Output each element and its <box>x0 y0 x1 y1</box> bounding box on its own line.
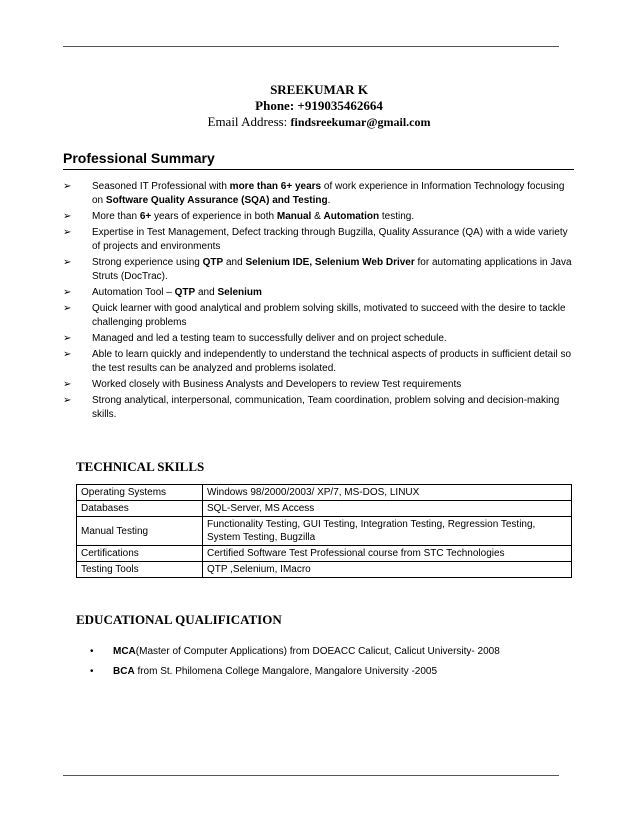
summary-item-text: and <box>195 287 218 298</box>
summary-item-text: Seasoned IT Professional with <box>92 181 230 192</box>
summary-item-emphasis: QTP <box>202 257 224 268</box>
summary-item-emphasis: Automation <box>323 211 380 222</box>
skill-value: SQL-Server, MS Access <box>203 501 572 517</box>
summary-item <box>63 226 573 254</box>
summary-item-text: Strong experience using <box>92 257 203 268</box>
arrow-bullet-icon: ➢ <box>63 227 72 238</box>
summary-item-emphasis: QTP <box>174 287 196 298</box>
bottom-divider <box>63 775 559 776</box>
arrow-bullet-icon: ➢ <box>63 287 72 298</box>
summary-item-text: Able to learn quickly and independently to understand the technical aspects of products in sufficient detail so the test results can be analyzed and problems isolated. <box>92 349 572 374</box>
skill-category: Operating Systems <box>77 485 203 501</box>
table-row <box>77 546 572 562</box>
summary-item-emphasis: Software Quality Assurance (SQA) and Testing <box>105 195 328 206</box>
email-line <box>0 114 638 130</box>
contact-header <box>0 82 638 130</box>
summary-item-emphasis: 6+ <box>139 211 152 222</box>
summary-item-text: Managed and led a testing team to successfully deliver and on project schedule. <box>92 333 447 344</box>
summary-item <box>63 180 573 208</box>
technical-skills-heading: TECHNICAL SKILLS <box>76 459 205 474</box>
summary-item-text: and <box>223 257 246 268</box>
summary-item-emphasis: Manual <box>276 211 312 222</box>
bullet-dot-icon: • <box>90 666 94 677</box>
education-list <box>90 645 570 685</box>
summary-item-text: years of experience in both <box>151 211 277 222</box>
skill-category: Certifications <box>77 546 203 562</box>
summary-item <box>63 378 573 392</box>
summary-item-text: testing. <box>379 211 415 222</box>
arrow-bullet-icon: ➢ <box>63 257 72 268</box>
top-divider <box>63 46 559 47</box>
summary-item <box>63 256 573 284</box>
arrow-bullet-icon: ➢ <box>63 395 72 406</box>
education-heading: EDUCATIONAL QUALIFICATION <box>76 612 282 627</box>
arrow-bullet-icon: ➢ <box>63 303 72 314</box>
bullet-dot-icon: • <box>90 646 94 657</box>
candidate-name: SREEKUMAR K <box>270 82 368 97</box>
skill-value: Certified Software Test Professional course from STC Technologies <box>203 546 572 562</box>
summary-item-text: . <box>327 195 331 206</box>
arrow-bullet-icon: ➢ <box>63 211 72 222</box>
arrow-bullet-icon: ➢ <box>63 181 72 192</box>
phone-number: +919035462664 <box>297 98 383 113</box>
summary-item <box>63 348 573 376</box>
summary-item <box>63 210 573 224</box>
skill-category: Databases <box>77 501 203 517</box>
professional-summary-heading: Professional Summary <box>63 150 215 166</box>
summary-list <box>63 180 573 424</box>
summary-item <box>63 302 573 330</box>
arrow-bullet-icon: ➢ <box>63 349 72 360</box>
phone-label: Phone: <box>255 98 298 113</box>
summary-divider <box>63 169 574 170</box>
summary-item-text: & <box>311 211 324 222</box>
summary-item-text: More than <box>92 211 140 222</box>
skill-value: Windows 98/2000/2003/ XP/7, MS-DOS, LINUX <box>203 485 572 501</box>
summary-item-text: for automating applications in Java Struts (DocTrac). <box>92 257 572 282</box>
summary-item-text: Strong analytical, interpersonal, communication, Team coordination, problem solving and decision-making skills. <box>92 395 560 420</box>
summary-item-text: Expertise in Test Management, Defect tracking through Bugzilla, Quality Assurance (QA) with a wide variety of projects and environments <box>92 227 568 252</box>
table-row <box>77 517 572 546</box>
summary-item <box>63 394 573 422</box>
summary-item <box>63 286 573 300</box>
summary-item-emphasis: Selenium IDE, Selenium Web Driver <box>245 257 415 268</box>
summary-item-text: Quick learner with good analytical and problem solving skills, motivated to succeed with the desire to tackle challenging problems <box>92 303 566 328</box>
education-item <box>90 665 570 679</box>
table-row <box>77 501 572 517</box>
skill-category: Testing Tools <box>77 562 203 578</box>
arrow-bullet-icon: ➢ <box>63 379 72 390</box>
table-row <box>77 485 572 501</box>
summary-item-emphasis: more than 6+ years <box>229 181 322 192</box>
education-item <box>90 645 570 659</box>
arrow-bullet-icon: ➢ <box>63 333 72 344</box>
skill-value: QTP ,Selenium, IMacro <box>203 562 572 578</box>
degree-detail: from St. Philomena College Mangalore, Mangalore University -2005 <box>134 666 438 677</box>
summary-item-text: Worked closely with Business Analysts and Developers to review Test requirements <box>92 379 462 390</box>
email-address: findsreekumar@gmail.com <box>290 115 431 129</box>
summary-item <box>63 332 573 346</box>
skill-category: Manual Testing <box>77 517 203 546</box>
phone-line <box>0 98 638 114</box>
skill-value: Functionality Testing, GUI Testing, Integration Testing, Regression Testing, System Testing, Bugzilla <box>203 517 572 546</box>
email-label: Email Address: <box>207 114 291 129</box>
degree-detail: (Master of Computer Applications) from DOEACC Calicut, Calicut University- 2008 <box>135 646 500 657</box>
summary-item-text: Automation Tool – <box>92 287 175 298</box>
table-row <box>77 562 572 578</box>
technical-skills-table <box>76 484 572 578</box>
degree-name: MCA <box>113 646 136 657</box>
summary-item-text: of work experience in Information Technology focusing on <box>92 181 565 206</box>
summary-item-emphasis: Selenium <box>217 287 262 298</box>
degree-name: BCA <box>113 666 135 677</box>
